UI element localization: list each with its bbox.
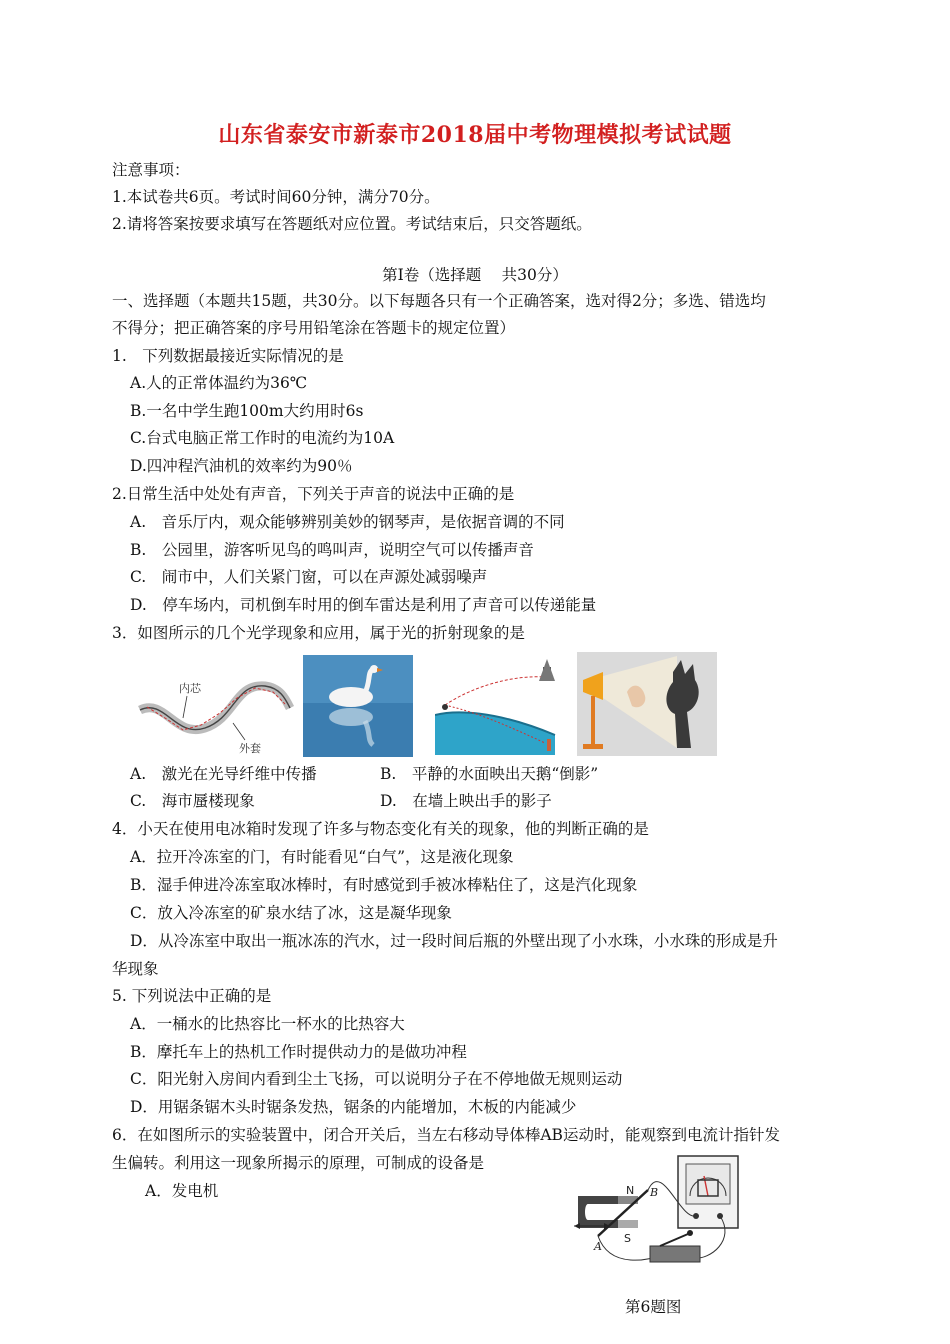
q2-option-c: C. 闹市中，人们关紧门窗，可以在声源处减弱噪声: [130, 568, 488, 586]
q5-option-b: B．摩托车上的热机工作时提供动力的是做功冲程: [130, 1043, 467, 1061]
label-n: N: [626, 1184, 635, 1197]
swan-reflection-figure: [303, 655, 413, 757]
q2-stem: 2.日常生活中处处有声音，下列关于声音的说法中正确的是: [112, 485, 515, 503]
q4-stem: 4．小天在使用电冰箱时发现了许多与物态变化有关的现象，他的判断正确的是: [112, 820, 649, 838]
q4-option-a: A．拉开冷冻室的门，有时能看见“白气”，这是液化现象: [130, 848, 514, 866]
q6-stem-line1: 6．在如图所示的实验装置中，闭合开关后，当左右移动导体棒AB运动时，能观察到电流计指针发: [112, 1126, 780, 1144]
q5-stem: 5. 下列说法中正确的是: [112, 987, 272, 1005]
label-b: B: [650, 1186, 659, 1199]
q3-option-c: C. 海市蜃楼现象: [130, 792, 255, 810]
fig-label-outer: 外套: [239, 742, 261, 754]
q6-stem-line2: 生偏转。利用这一现象所揭示的原理，可制成的设备是: [112, 1154, 485, 1172]
q1-option-c: C.台式电脑正常工作时的电流约为10A: [130, 429, 395, 447]
q4-option-d-line2: 华现象: [112, 960, 159, 978]
q4-option-b: B．湿手伸进冷冻室取冰棒时，有时感觉到手被冰棒粘住了，这是汽化现象: [130, 876, 638, 894]
section-intro-line1: 一、选择题（本题共15题，共30分。以下每题各只有一个正确答案，选对得2分；多选、错选均: [112, 292, 766, 310]
q3-option-a: A. 激光在光导纤维中传播: [130, 765, 317, 783]
q1-option-d: D.四冲程汽油机的效率约为90％: [130, 457, 353, 475]
q3-option-d: D. 在墙上映出手的影子: [380, 792, 552, 810]
q5-option-c: C．阳光射入房间内看到尘土飞扬，可以说明分子在不停地做无规则运动: [130, 1070, 623, 1088]
optical-fiber-figure: [135, 668, 295, 754]
q5-option-a: A．一桶水的比热容比一杯水的比热容大: [130, 1015, 405, 1033]
q3-option-b: B. 平静的水面映出天鹅“倒影”: [380, 765, 599, 783]
note-2: 2.请将答案按要求填写在答题纸对应位置。考试结束后，只交答题纸。: [112, 215, 592, 233]
page-title: 山东省泰安市新泰市2018届中考物理模拟考试试题: [218, 122, 732, 148]
q4-option-c: C．放入冷冻室的矿泉水结了冰，这是凝华现象: [130, 904, 452, 922]
label-a: A: [594, 1240, 602, 1253]
q3-stem: 3．如图所示的几个光学现象和应用，属于光的折射现象的是: [112, 624, 525, 642]
section-title: 第Ⅰ卷（选择题 共30分）: [382, 266, 568, 284]
q4-option-d-line1: D．从冷冻室中取出一瓶冰冻的汽水，过一段时间后瓶的外壁出现了小水珠，小水珠的形成是升: [130, 932, 778, 950]
fig-label-inner: 内芯: [179, 682, 201, 695]
q6-figure-caption: 第6题图: [625, 1298, 682, 1316]
hand-shadow-figure: [577, 652, 717, 756]
q2-option-d: D. 停车场内，司机倒车时用的倒车雷达是利用了声音可以传递能量: [130, 596, 597, 614]
notes-heading: 注意事项：: [112, 161, 190, 179]
q2-option-a: A. 音乐厅内，观众能够辨别美妙的钢琴声，是依据音调的不同: [130, 513, 565, 531]
q6-option-a: A．发电机: [145, 1182, 219, 1200]
mirage-figure: [435, 655, 565, 755]
q1-option-a: A.人的正常体温约为36℃: [130, 374, 308, 392]
q5-option-d: D．用锯条锯木头时锯条发热，锯条的内能增加，木板的内能减少: [130, 1098, 577, 1116]
label-s: S: [624, 1232, 631, 1245]
q1-option-b: B.一名中学生跑100m大约用时6s: [130, 402, 364, 420]
induction-apparatus-figure: [570, 1150, 745, 1290]
q2-option-b: B. 公园里，游客听见鸟的鸣叫声，说明空气可以传播声音: [130, 541, 534, 559]
section-intro-line2: 不得分；把正确答案的序号用铅笔涂在答题卡的规定位置）: [112, 319, 516, 337]
q1-stem: 1. 下列数据最接近实际情况的是: [112, 347, 344, 365]
note-1: 1.本试卷共6页。考试时间60分钟，满分70分。: [112, 188, 440, 206]
